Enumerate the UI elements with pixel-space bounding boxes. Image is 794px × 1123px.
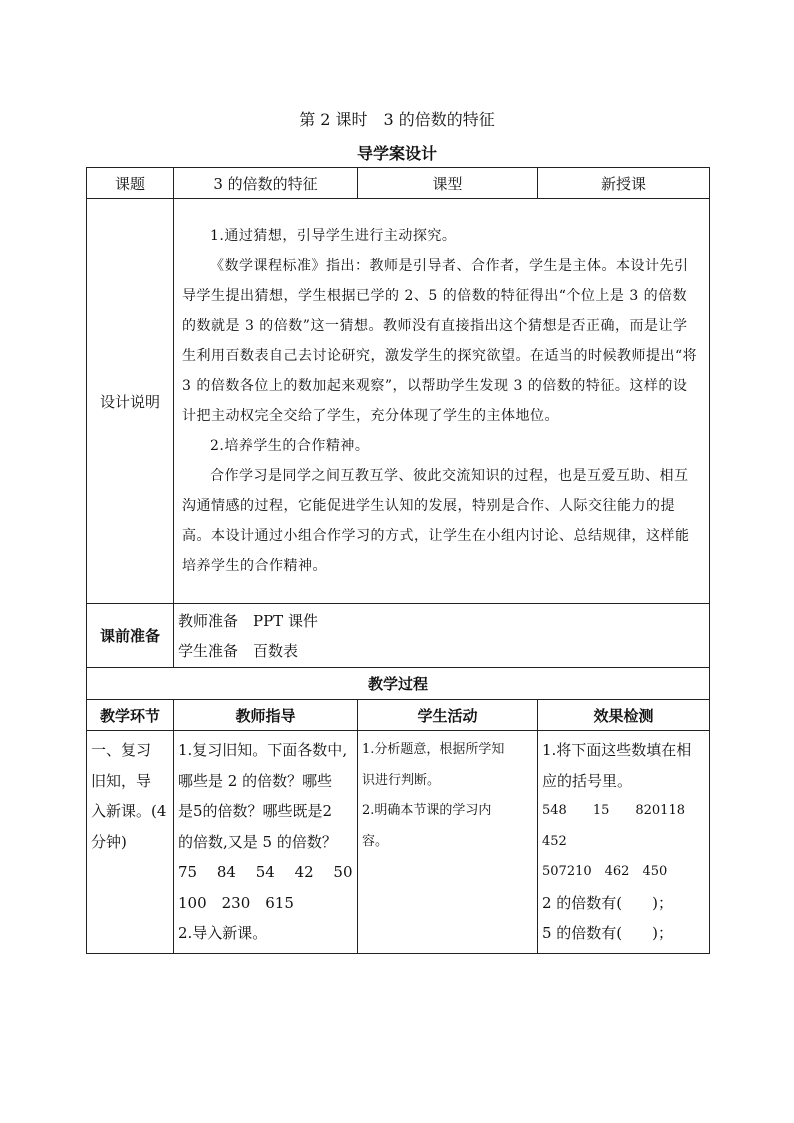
teacher-line: 2.导入新课。 <box>178 924 268 942</box>
design-label: 设计说明 <box>87 199 174 604</box>
col-stage: 教学环节 <box>87 700 174 731</box>
check-line: 应的括号里。 <box>542 771 633 790</box>
stage-cell <box>87 731 174 954</box>
design-paragraph-1: 1.通过猜想，引导学生进行主动探究。 <box>210 228 457 244</box>
check-line: 1.将下面这些数填在相 <box>542 741 692 759</box>
check-cell <box>538 731 710 954</box>
col-check: 效果检测 <box>538 700 710 731</box>
type-value: 新授课 <box>538 168 710 199</box>
page-subtitle: 导学案设计 <box>356 144 437 163</box>
col-teacher: 教师指导 <box>174 700 358 731</box>
prep-row <box>87 604 710 668</box>
design-paragraph-3: 2.培养学生的合作精神。 <box>210 438 370 454</box>
teacher-line: 的倍数,又是 5 的倍数？ <box>178 832 337 851</box>
check-line: 5 的倍数有( )； <box>542 924 674 942</box>
page-title: 第 2 课时 3 的倍数的特征 <box>299 110 495 129</box>
teacher-line: 是5的倍数？哪些既是2 <box>178 802 333 820</box>
check-line: 452 <box>542 833 567 849</box>
student-line: 2.明确本节课的学习内 <box>362 803 492 818</box>
process-heading: 教学过程 <box>87 668 710 700</box>
check-line: 507210 462 450 <box>542 864 668 879</box>
col-student: 学生活动 <box>358 700 538 731</box>
design-paragraph-4: 合作学习是同学之间互教互学、彼此交流知识的过程，也是互爱互助、相互沟通情感的过程，它能促进学生认知的发展，特别是合作、人际交往能力的提高。本设计通过小组合作学习的方式，让学生在小组内讨论、总结规律，这样能培养学生的合作精神。 <box>182 468 690 574</box>
process-heading-row <box>87 668 710 700</box>
process-columns-row <box>87 700 710 731</box>
lesson-plan-table <box>86 167 710 954</box>
student-line: 容。 <box>362 833 389 849</box>
stage-line: 旧知，导 <box>91 771 152 790</box>
prep-teacher: 教师准备 PPT 课件 <box>178 611 318 630</box>
prep-student: 学生准备 百数表 <box>178 641 299 660</box>
teacher-line: 1.复习旧知。下面各数中, <box>178 741 348 759</box>
student-line: 识进行判断。 <box>362 772 441 788</box>
topic-value: 3 的倍数的特征 <box>174 168 358 199</box>
check-line: 548 15 820118 <box>542 803 685 818</box>
design-paragraph-2: 《数学课程标准》指出：教师是引导者、合作者，学生是主体。本设计先引导学生提出猜想，学生根据已学的 2、5 的倍数的特征得出“个位上是 3 的倍数的数就是 3 的倍数”这一猜想。教师没有直接指出这个猜想是否正确，而是让学生利用百数表自己去讨论研究，激发学生的探究欲望。在适当的时候教师提出“将 3 的倍数各位上的数加起来观察”，以帮助学生发现 3 的倍数的特征。这样的设计把主动权完全交给了学生，充分体现了学生的主体地位。 <box>182 258 698 424</box>
prep-content <box>174 604 710 668</box>
process-row-1 <box>87 731 710 954</box>
teacher-cell <box>174 731 358 954</box>
teacher-line: 哪些是 2 的倍数？哪些 <box>178 771 333 790</box>
topic-label: 课题 <box>87 168 174 199</box>
student-line: 1.分析题意，根据所学知 <box>362 742 505 757</box>
teacher-line: 100 230 615 <box>178 893 294 912</box>
check-line: 2 的倍数有( )； <box>542 893 674 912</box>
type-label: 课型 <box>358 168 538 199</box>
stage-line: 入新课。(4 <box>91 802 167 820</box>
topic-row <box>87 168 710 199</box>
teacher-line: 75 84 54 42 50 <box>178 863 353 881</box>
design-row <box>87 199 710 604</box>
student-cell <box>358 731 538 954</box>
prep-label: 课前准备 <box>87 604 174 668</box>
design-content <box>174 199 710 604</box>
stage-line: 一、复习 <box>91 741 152 759</box>
stage-line: 分钟) <box>91 832 127 851</box>
